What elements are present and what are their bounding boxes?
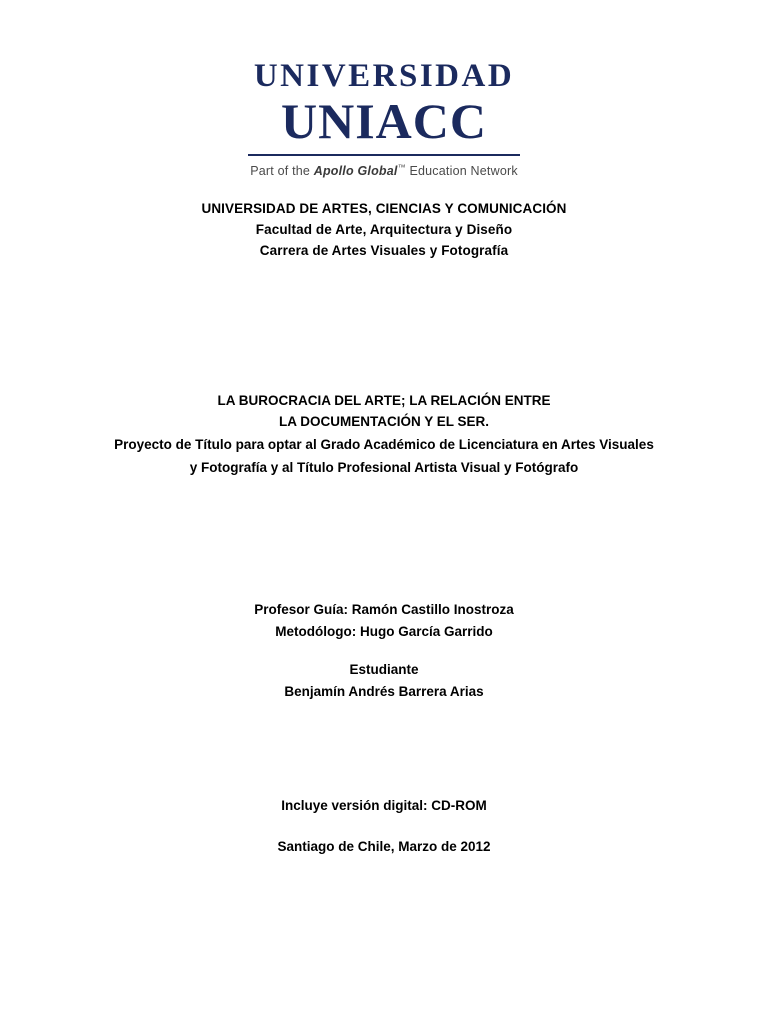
logo-uniacc-text: UNIACC — [281, 93, 487, 149]
thesis-title-line-1: LA BUROCRACIA DEL ARTE; LA RELACIÓN ENTRE — [217, 393, 551, 408]
place-and-date: Santiago de Chile, Marzo de 2012 — [277, 839, 491, 854]
faculty-name: Facultad de Arte, Arquitectura y Diseño — [255, 222, 513, 237]
institution-block — [0, 198, 768, 261]
logo-universidad-text: UNIVERSIDAD — [253, 58, 515, 94]
logo-tagline — [0, 163, 768, 178]
student-label: Estudiante — [349, 662, 419, 677]
footer-spacer — [0, 817, 768, 836]
logo-divider-rule — [248, 154, 520, 156]
advisor-name: Profesor Guía: Ramón Castillo Inostroza — [254, 602, 514, 617]
tagline-prefix: Part of the — [250, 163, 314, 178]
thesis-subtitle-line-2: y Fotografía y al Título Profesional Artista Visual y Fotógrafo — [189, 460, 579, 475]
footer-block — [0, 795, 768, 858]
thesis-title-block — [0, 390, 768, 478]
university-name: UNIVERSIDAD DE ARTES, CIENCIAS Y COMUNICACIÓN — [201, 201, 567, 216]
tagline-brand: Apollo Global — [313, 163, 398, 178]
program-name: Carrera de Artes Visuales y Fotografía — [259, 243, 509, 258]
digital-version-note: Incluye versión digital: CD-ROM — [281, 798, 487, 813]
people-spacer — [0, 643, 768, 659]
tagline-suffix: Education Network — [405, 163, 518, 178]
university-logo — [0, 60, 768, 178]
thesis-subtitle-line-1: Proyecto de Título para optar al Grado Académico de Licenciatura en Artes Visuales — [114, 437, 654, 452]
methodologist-name: Metodólogo: Hugo García Garrido — [275, 624, 493, 639]
people-block — [0, 599, 768, 703]
student-name: Benjamín Andrés Barrera Arias — [284, 684, 484, 699]
trademark-icon: ™ — [397, 162, 406, 172]
thesis-title-line-2: LA DOCUMENTACIÓN Y EL SER. — [278, 414, 490, 429]
